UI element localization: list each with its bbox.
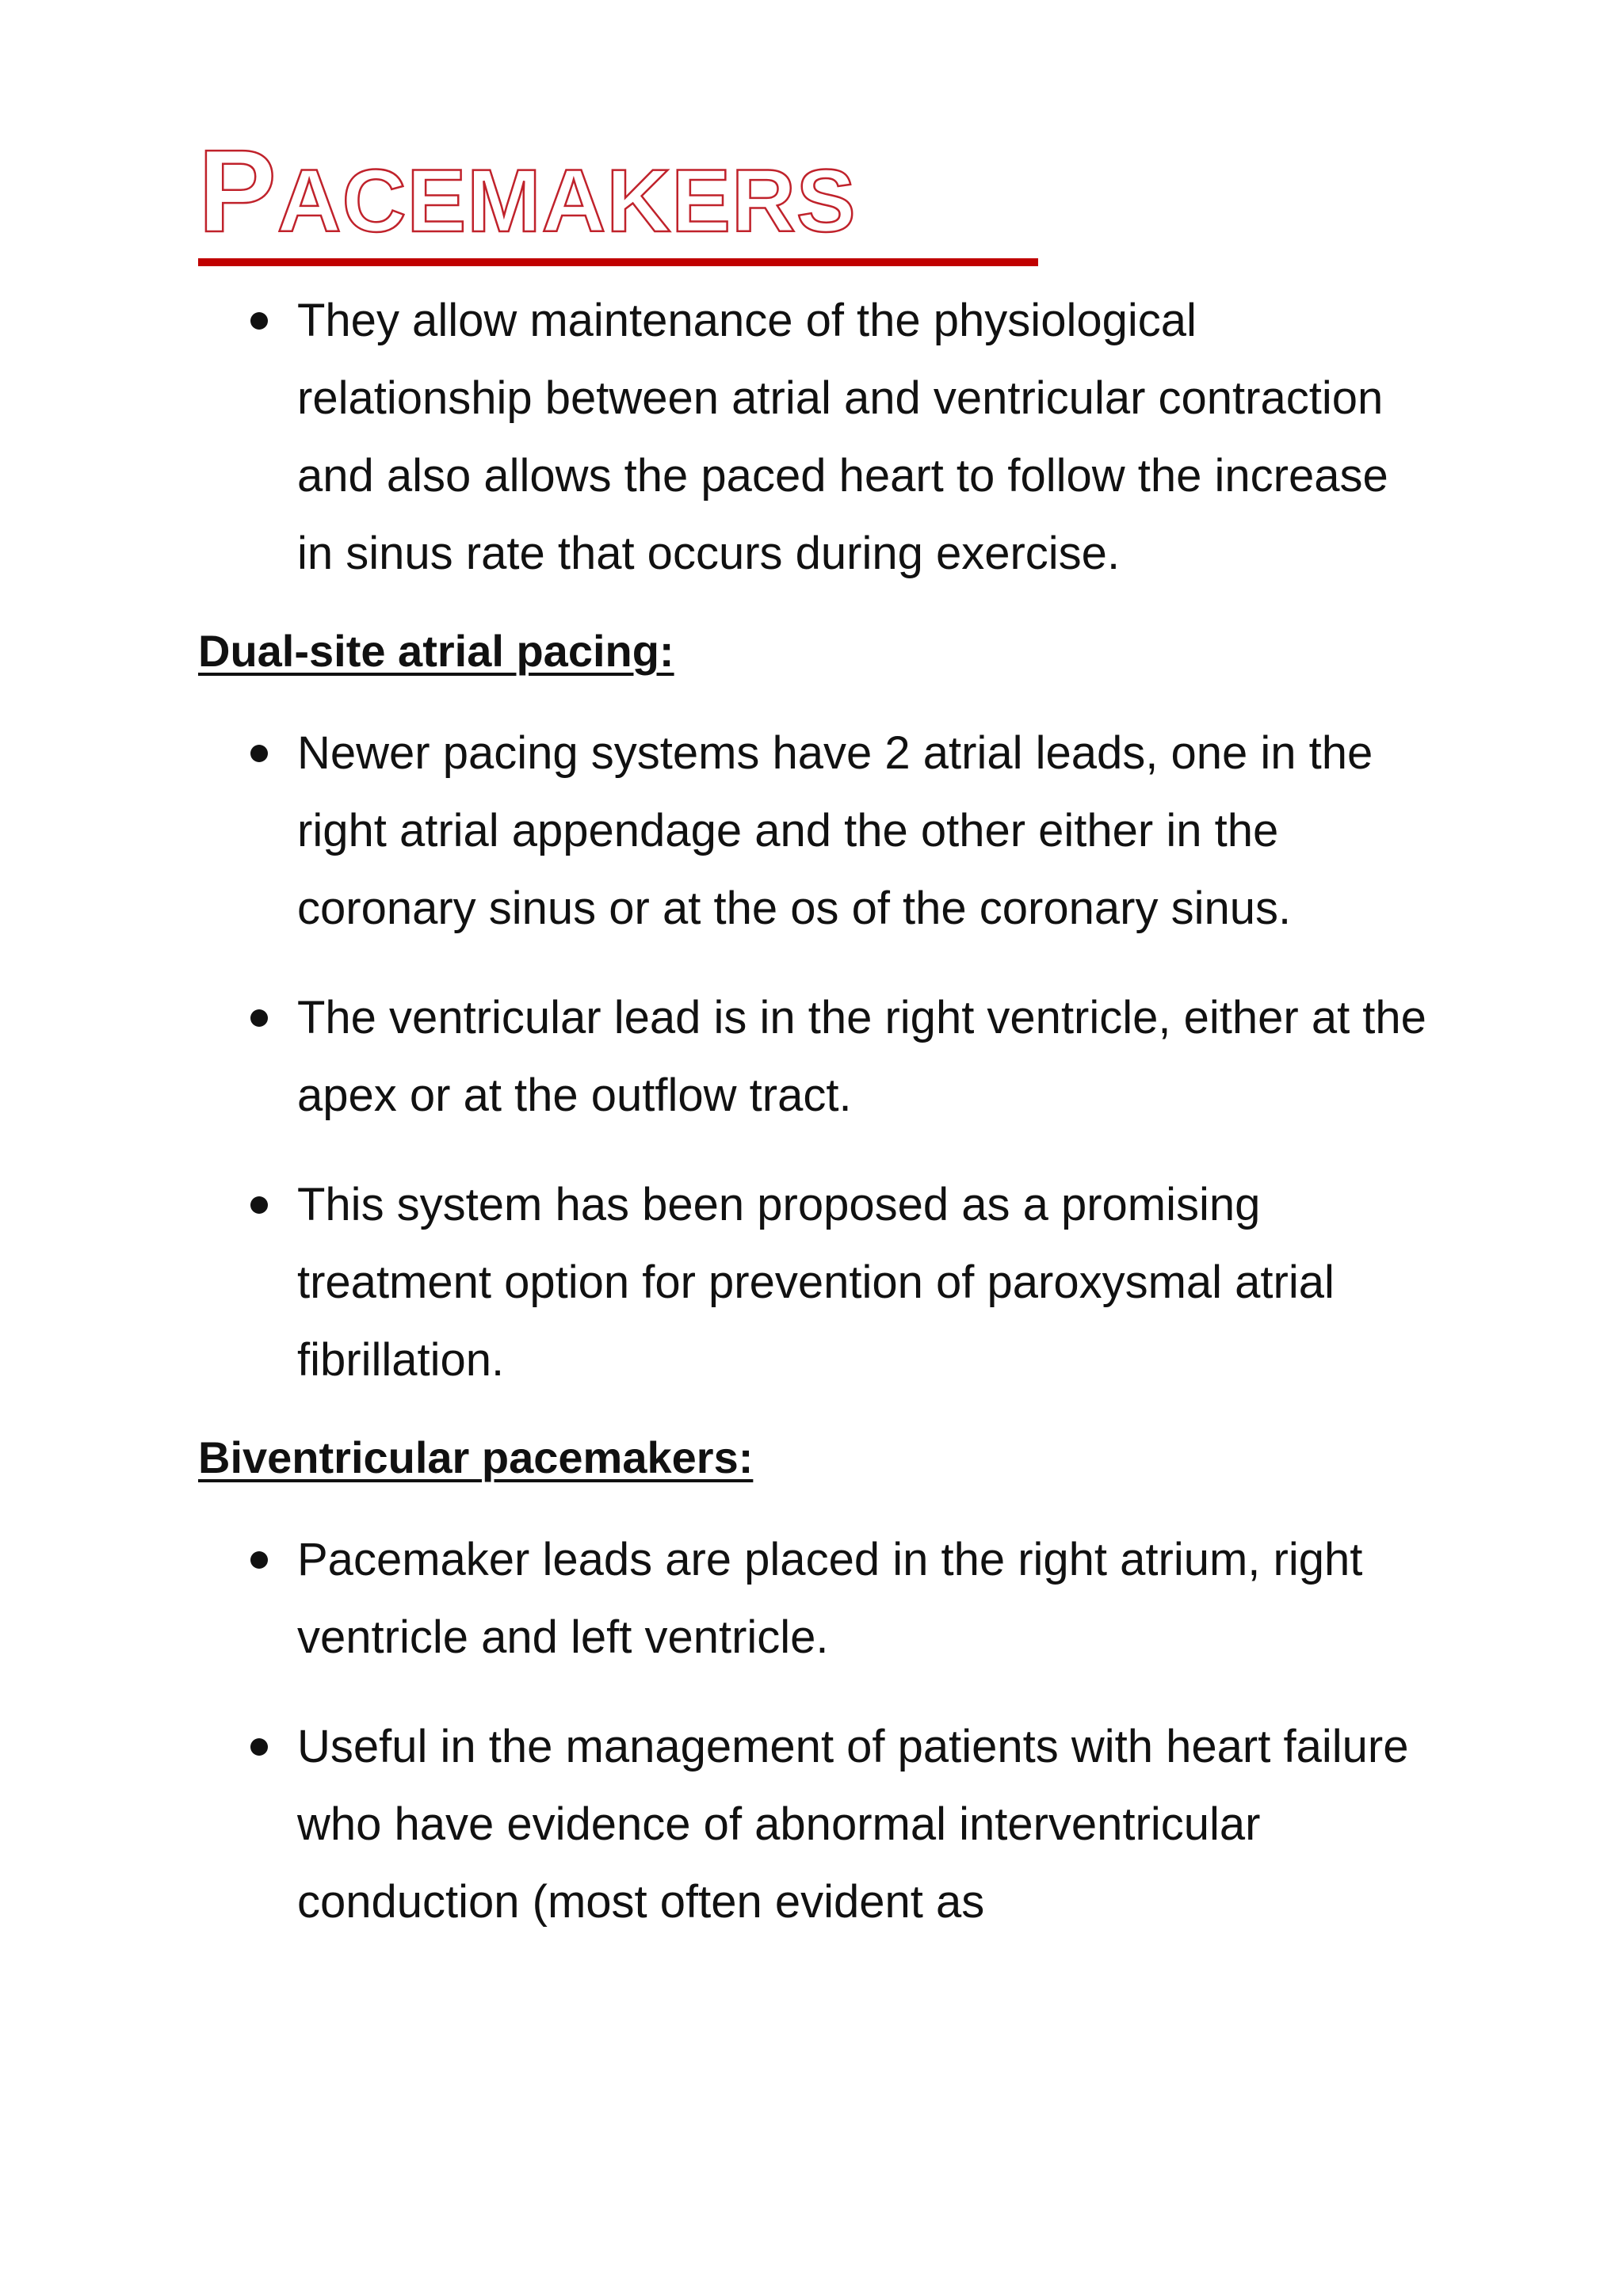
list-item-text: The ventricular lead is in the right ventricle, either at the apex or at the outflow tract. [297,992,1426,1121]
intro-bullet-list [198,282,1434,593]
list-item-text: This system has been proposed as a promising treatment option for prevention of paroxysmal atrial fibrillation. [297,1179,1335,1386]
section-biventricular-pacemakers [198,1426,1434,1941]
list-item [198,979,1434,1135]
list-item-text: They allow maintenance of the physiological relationship between atrial and ventricular contraction and also allows the paced heart to follow the increase in sinus rate that occurs during exercise. [297,295,1388,579]
bullet-dot-icon [250,1551,268,1569]
list-item-text: Pacemaker leads are placed in the right atrium, right ventricle and left ventricle. [297,1534,1363,1663]
section-heading: Dual-site atrial pacing: [198,626,674,676]
list-item [198,1521,1434,1676]
bullet-dot-icon [250,1196,268,1214]
list-item-text: Newer pacing systems have 2 atrial leads, one in the right atrial appendage and the other either in the coronary sinus or at the os of the coronary sinus. [297,727,1373,934]
list-item-text: Useful in the management of patients with heart failure who have evidence of abnormal interventricular conduction (most often evident as [297,1721,1409,1928]
section-bullet-list [198,715,1434,1399]
section-heading: Biventricular pacemakers: [198,1432,754,1482]
page-title-block [198,126,1038,266]
bullet-dot-icon [250,745,268,762]
page-title-rest: ACEMAKERS [277,151,857,250]
list-item [198,1166,1434,1399]
bullet-dot-icon [250,1738,268,1756]
section-dual-site-atrial-pacing [198,620,1434,1399]
page-title-initial: P [198,126,277,257]
document-body [198,282,1434,1941]
list-item [198,715,1434,948]
page-title [198,126,1038,260]
bullet-dot-icon [250,1009,268,1027]
list-item [198,1708,1434,1941]
section-bullet-list [198,1521,1434,1941]
list-item [198,282,1434,593]
bullet-dot-icon [250,312,268,330]
